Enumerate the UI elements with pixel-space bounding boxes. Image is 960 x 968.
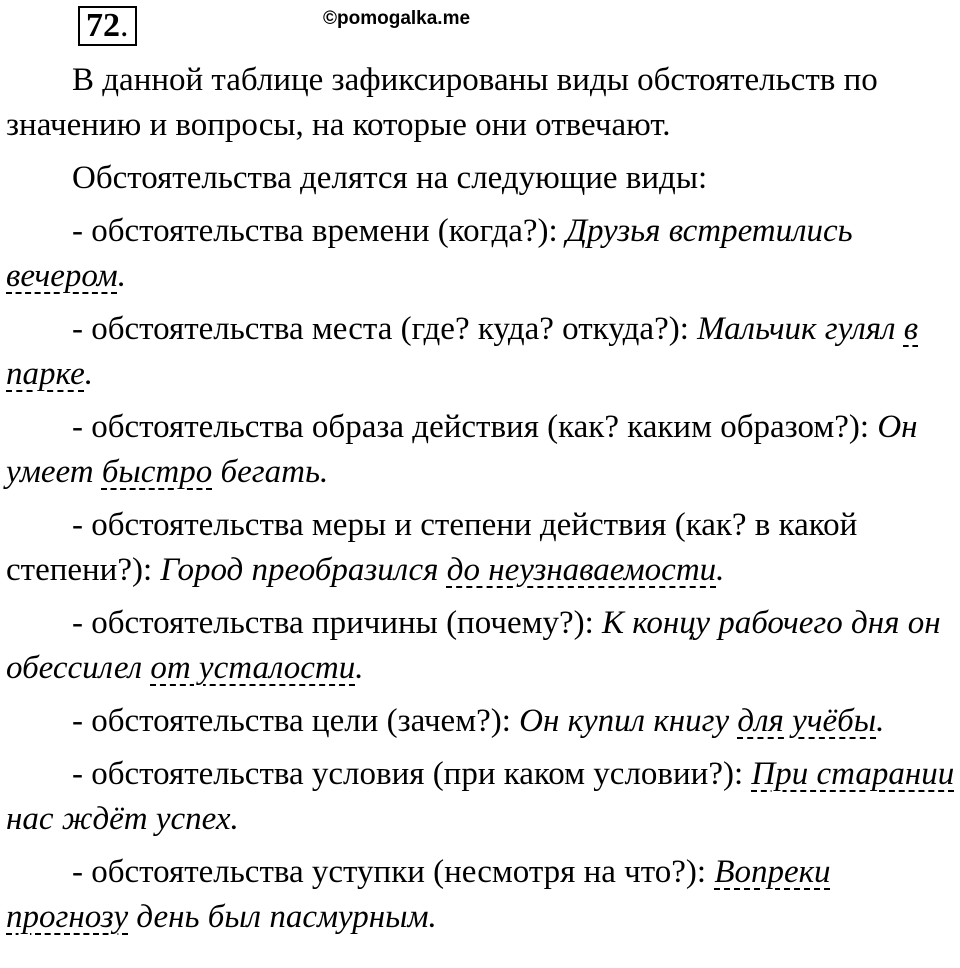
sentence-end: . [428,899,437,935]
exercise-number: 72 [86,7,120,44]
item-label: - обстоятельства причины (почему?): [72,605,603,641]
example-text: Он умеет [6,409,918,490]
list-item [6,752,960,842]
list-item [6,601,960,691]
adverbial-underlined: вечером [6,258,118,294]
adverbial-underlined: для учёбы [737,703,877,739]
list-item [6,699,960,744]
adverbial-underlined: При старании [751,756,955,792]
types-heading: Обстоятельства делятся на следующие виды: [72,160,708,196]
adverbial-underlined: в парке [6,311,919,392]
example-text: Друзья встретились [565,213,853,249]
sentence-end: . [355,650,364,686]
exercise-number-box [78,6,137,46]
example-text: Он купил книгу [519,703,738,739]
sentence-end: . [84,356,94,392]
answer-text [6,58,960,948]
item-label: - обстоятельства времени (когда?): [72,213,566,249]
item-label: - обстоятельства образа действия (как? каким образом?): [72,409,878,445]
sentence-end: . [319,454,329,490]
item-label: - обстоятельства условия (при каком условии?): [72,756,752,792]
adverbial-underlined: от усталости [150,650,356,686]
exercise-number-dot: . [120,7,129,44]
sentence-end: . [716,552,725,588]
example-text: К концу рабочего дня он обессилел [6,605,941,686]
example-text-after: нас ждёт успех [6,801,231,837]
item-label: - обстоятельства места (где? куда? откуда?): [72,311,698,347]
list-item [6,307,960,397]
example-text: Мальчик гулял [697,311,904,347]
item-label: - обстоятельства уступки (несмотря на что?): [72,854,715,890]
sentence-end: . [117,258,126,294]
item-label: - обстоятельства меры и степени действия (как? в какой степени?): [6,507,858,588]
example-text-after: день был пасмурным [128,899,429,935]
item-label: - обстоятельства цели (зачем?): [72,703,520,739]
site-watermark: ©pomogalka.me [323,8,471,29]
list-item [6,503,960,593]
adverbial-underlined: быстро [101,454,213,490]
list-item [6,209,960,299]
adverbial-underlined: до неузнаваемости [446,552,717,588]
intro-paragraph: В данной таблице зафиксированы виды обстоятельств по значению и вопросы, на которые они отвечают. [6,62,878,143]
sentence-end: . [876,703,885,739]
list-item [6,405,960,495]
sentence-end: . [230,801,239,837]
page-header [78,6,678,48]
example-text-after: бегать [212,454,320,490]
example-text: Город преобразился [160,552,447,588]
adverbial-underlined: Вопреки прогнозу [6,854,831,935]
list-item [6,850,960,940]
